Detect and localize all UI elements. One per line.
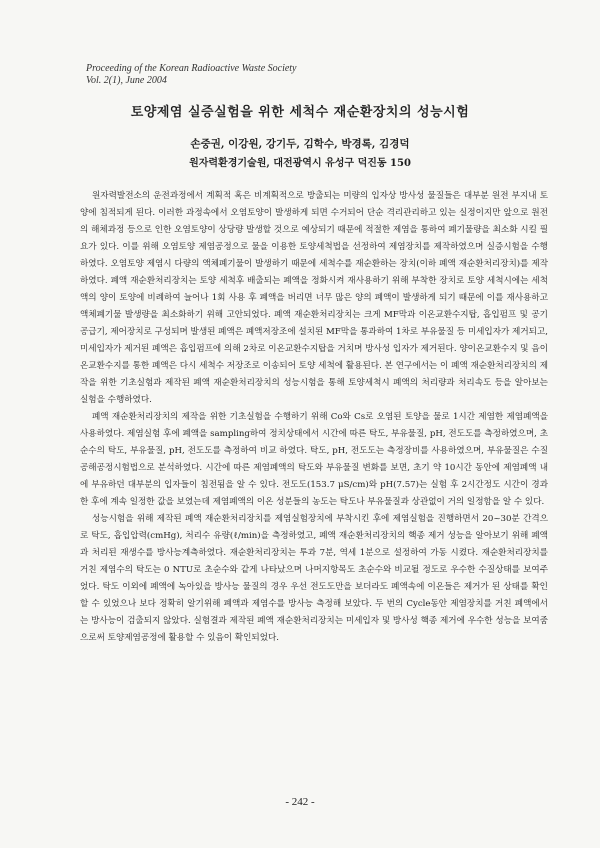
author-list: 손중권, 이강원, 강기두, 김학수, 박경록, 김경덕 bbox=[190, 138, 410, 150]
abstract-body bbox=[80, 188, 548, 647]
paragraph-intro: 원자력발전소의 운전과정에서 계획적 혹은 비계획적으로 방출되는 미량의 입자상 방사성 물질들은 대부분 원전 부지내 토양에 침적되게 된다. 이러한 과정속에서 오염토양이 발생하게 되면 수거되어 단순 격리관리하고 있는 실정이지만 앞으로 원전의 해체과정 등으로 인한 오염토양이 상당량 발생할 것으로 예상되기 때문에 적절한 제염을 통하여 폐기물량을 최소화 시킬 필요가 있다. 이를 위해 오염토양 제염공정으로 물을 이용한 토양세척법을 선정하여 제염장치를 제작하였으며 실증시험을 수행하였다. 오염토양 제염시 다량의 액체폐기물이 발생하기 때문에 세척수를 재순환하는 장치(이하 폐액 재순환처리장치)를 제작하였다. 폐액 재순환처리장치는 토양 세척후 배출되는 폐액을 정화시켜 재사용하기 위해 부착한 장치로 토양 세척시에는 세척액의 양이 토양에 비례하여 늘어나 1회 사용 후 폐액을 버리면 너무 많은 양의 폐액이 발생하게 되기 때문에 이를 재사용하고 액체폐기물 발생량을 최소화하기 위해 고안되었다. 폐액 재순환처리장치는 크게 MF막과 이온교환수지탑, 흡입펌프 및 공기공급기, 제어장치로 구성되며 발생된 폐액은 폐액저장조에 설치된 MF막을 통과하여 1차로 부유물질 등 미세입자가 제거되고, 미세입자가 제거된 폐액은 흡입펌프에 의해 2차로 이온교환수지탑을 거치며 방사성 입자가 제거된다. 양이온교환수지 및 음이온교환수지를 통한 폐액은 다시 세척수 저장조로 이송되어 토양 세척에 활용된다. 본 연구에서는 이 폐액 재순환처리장치의 제작을 위한 기초실험과 제작된 폐액 재순환처리장치의 성능시험을 통해 토양세척시 폐액의 처리량과 처리속도 등을 알아보는 실험을 수행하였다. bbox=[80, 191, 548, 405]
paragraph-performance-test: 성능시험을 위해 제작된 폐액 재순환처리장치를 제염실험장치에 부착시킨 후에 제염실험을 진행하면서 20~30분 간격으로 탁도, 흡입압력(cmHg), 처리수 유량(ℓ/min)을 측정하였고, 폐액 재순환처리장치의 핵종 제거 성능을 알아보기 위해 폐액과 처리된 재생수를 방사능계측하였다. 재순환처리장치는 투과 7분, 역세 1분으로 설정하여 가동 시켰다. 재순환처리장치를 거친 제염수의 탁도는 0 NTU로 초순수와 같게 나타났으며 나머지항목도 초순수와 비교될 정도로 우수한 수질상태를 보여주었다. 탁도 이외에 폐액에 녹아있을 방사능 물질의 경우 우선 전도도만을 보더라도 폐액속에 이온들은 제거가 된 상태를 확인할 수 있었으나 보다 정확히 알기위해 폐액과 제염수를 방사능 측정해 보았다. 두 번의 Cycle동안 제염장치를 거친 폐액에서는 방사능이 검출되지 않았다. 실험결과 제작된 폐액 재순환처리장치는 미세입자 및 방사성 핵종 제거에 우수한 성능을 보여줌으로써 토양제염공정에 활용할 수 있음이 확인되었다. bbox=[80, 514, 548, 643]
journal-line: Proceeding of the Korean Radioactive Waste Society bbox=[86, 63, 297, 74]
affiliation: 원자력환경기술원, 대전광역시 유성구 덕진동 150 bbox=[189, 158, 411, 169]
page-title: 토양제염 실증실험을 위한 세척수 재순환장치의 성능시험 bbox=[130, 105, 470, 120]
paragraph-basic-experiment: 폐액 재순환처리장치의 제작을 위한 기초실험을 수행하기 위해 Co와 Cs로 오염된 토양을 물로 1시간 제염한 제염폐액을 사용하였다. 제염실험 후에 폐액을 sampling하여 정치상태에서 시간에 따른 탁도, 부유물질, pH, 전도도를 측정하였으며, 초순수의 탁도, 부유물질, pH, 전도도를 측정하여 비교 하였다. 탁도, pH, 전도도는 측정장비를 사용하였으며, 부유물질은 수질 공해공정시험법으로 분석하였다. 시간에 따른 제염폐액의 탁도와 부유물질 변화를 보면, 초기 약 10시간 동안에 제염폐액 내에 부유하던 대부분의 입자들이 침전됨을 알 수 있다. 전도도(153.7 μS/cm)와 pH(7.57)는 실험 후 2시간정도 시간이 경과한 후에 계속 일정한 값을 보였는데 제염폐액의 이온 성분들의 농도는 탁도나 부유물질과 상관없이 거의 일정함을 알 수 있다. bbox=[80, 412, 548, 507]
volume-line: Vol. 2(1), June 2004 bbox=[86, 75, 167, 86]
proceedings-header bbox=[86, 63, 297, 87]
page-number: - 242 - bbox=[285, 796, 315, 808]
